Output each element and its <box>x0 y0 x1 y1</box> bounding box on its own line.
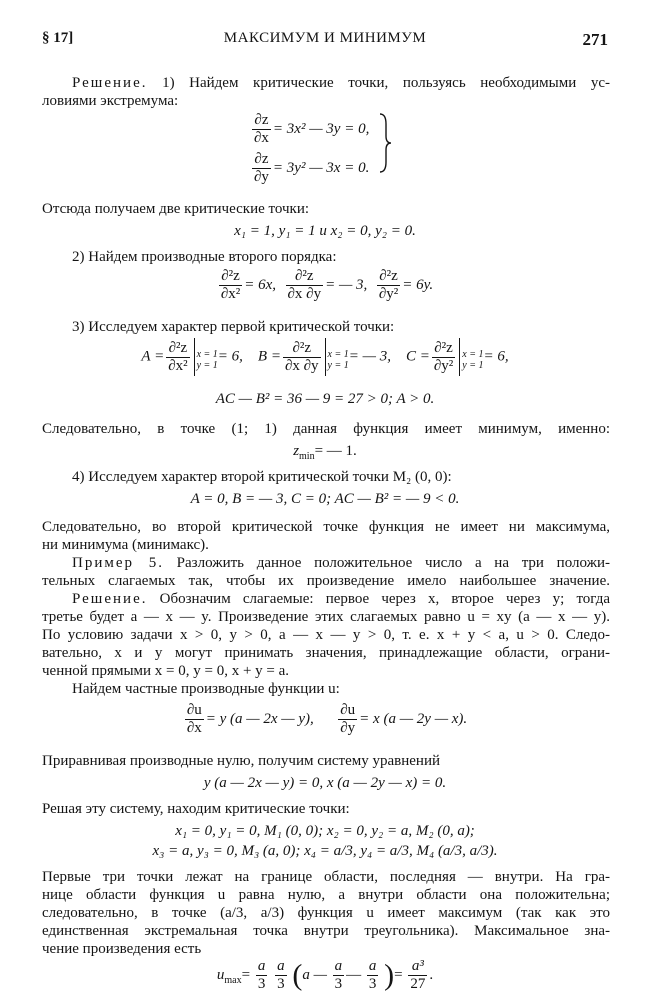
text-line-3: Отсюда получаем две критические точки: <box>42 201 310 217</box>
running-title: МАКСИМУМ И МИНИМУМ <box>223 30 427 46</box>
critical-points-row-1: x₁ = 0, y₁ = 0, M₁ (0, 0); x₂ = 0, y₂ = a, M₂ (0, a); <box>175 823 475 839</box>
text-line-12: По условию задачи x > 0, y > 0, a — x — y > 0, т. е. x + y < a, u > 0. Следо- <box>42 627 610 643</box>
text-line-2: ловиями экстремума: <box>42 93 179 109</box>
ac-b2-formula-1: AC — B² = 36 — 9 = 27 > 0; A > 0. <box>215 391 435 407</box>
text-line-22: чение произведения есть <box>42 941 202 957</box>
text-line-18: Первые три точки лежат на границе области, последняя — внутри. На гра- <box>42 869 610 885</box>
text-line-13: вательно, x и y могут принимать значения, принадлежащие области, ограни- <box>42 645 610 661</box>
text-line-1: Решение. 1) Найдем критические точки, пользуясь необходимыми ус- <box>72 75 610 91</box>
abc-formula: A = $\frac{\text{∂²z}}{\text{∂x²}}$ x = 1 y = 1 = 6, B = $\frac{\text{∂²z}}{\partial x \partial y}$ x = 1 y = 1 = — 3, C = $\frac{\text{∂²z}}{\text{∂y²}}$ x = 1 y = 1 = 6, <box>0 338 650 376</box>
text-line-19: нице области функция u равна нулю, а внутри области она положительна; <box>42 887 610 903</box>
text-line-14: ченной прямыми x = 0, y = 0, x + y = a. <box>42 663 290 679</box>
text-line-17: Решая эту систему, находим критические точки: <box>42 801 350 817</box>
zmin-formula: $z_{min}=$ — 1. <box>293 443 357 462</box>
text-line-21: единственная экстремальная точка внутри треугольника). Максимальное зна- <box>42 923 610 939</box>
partial-derivatives-u-formula: $\frac{\partial u}{\partial x}$ = y (a — 2x — y), $\frac{\partial u}{\partial y}$ = x (a — 2y — x). <box>186 702 468 736</box>
second-derivatives-formula: $\frac{\text{∂²z}}{\text{∂x²}}$ = 6x, $\frac{\text{∂²z}}{\partial x \partial y}$ = — 3, $\frac{\text{∂²z}}{\text{∂y²}}$ = 6y. <box>220 268 434 302</box>
critical-points-row-2: x₃ = a, y₃ = 0, M₃ (a, 0); x₄ = a/3, y₄ = a/3, M₄ (a/3, a/3). <box>152 843 498 859</box>
page-number: 271 <box>582 30 608 49</box>
text-line-20: следовательно, в точке (a/3, a/3) функция u имеет максимум (так как это <box>42 905 610 921</box>
example-line: Пример 5. Разложить данное положительное число a на три положи- <box>72 555 610 571</box>
text-line-6: Следовательно, в точке (1; 1) данная функция имеет минимум, именно: <box>42 421 610 437</box>
ac-b2-formula-2: A = 0, B = — 3, C = 0; AC — B² = — 9 < 0. <box>190 491 460 507</box>
text-line-5: 3) Исследуем характер первой критической точки: <box>72 319 395 335</box>
system-formula: y (a — 2x — y) = 0, x (a — 2y — x) = 0. <box>203 775 447 791</box>
equation-dz-dx: $\frac{\partial z}{\partial x}$ = 3x² — 3y = 0, <box>254 112 370 146</box>
right-brace-icon <box>378 112 392 174</box>
equation-system-1 <box>250 112 369 186</box>
critical-points-formula: x₁ = 1, y₁ = 1 и x₂ = 0, y₂ = 0. <box>234 223 416 239</box>
text-line-15: Найдем частные производные функции u: <box>72 681 340 697</box>
text-line-16: Приравнивая производные нулю, получим систему уравнений <box>42 753 441 769</box>
text-line-11: третье будет a — x — y. Произведение этих слагаемых равно u = xy (a — x — y). <box>42 609 610 625</box>
text-line-8: Следовательно, во второй критической точке функция не имеет ни максимума, <box>42 519 610 535</box>
equation-dz-dy: $\frac{\partial z}{\partial y}$ = 3y² — 3x = 0. <box>254 151 370 185</box>
text-line-10: тельных слагаемых так, чтобы их произведение имело наибольшее значение. <box>42 573 610 589</box>
text-line-9: ни минимума (минимакс). <box>42 537 209 553</box>
section-number: § 17] <box>42 30 74 46</box>
text-line-7: 4) Исследуем характер второй критической точки M₂ (0, 0): <box>72 469 452 485</box>
umax-formula: $u_{max}=$ $\frac{a}{3}$ $\frac{a}{3}$ (a — $\frac{a}{3}$ — $\frac{a}{3}$ )= $\frac{\text{a³}}{27}$ . <box>216 958 434 992</box>
text-line-4: 2) Найдем производные второго порядка: <box>72 249 337 265</box>
solution-line: Решение. Обозначим слагаемые: первое через x, второе через y; тогда <box>72 591 610 607</box>
